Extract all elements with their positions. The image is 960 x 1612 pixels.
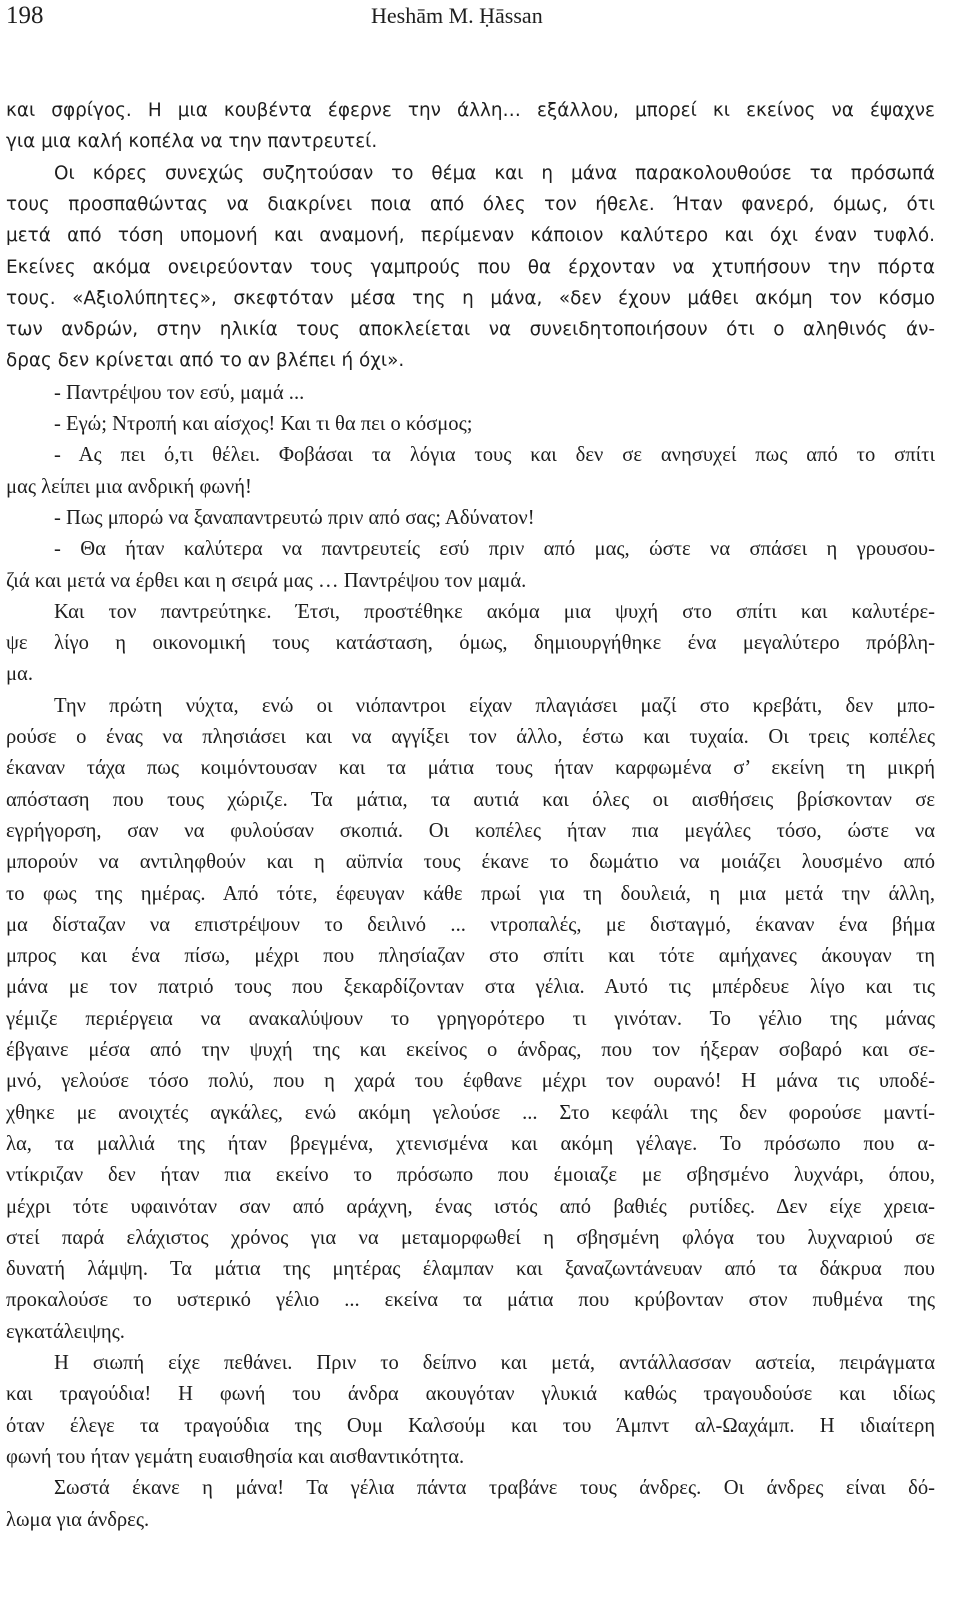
text-line: των ανδρών, στην ηλικία τους αποκλείεται να συνειδητοποιήσουν ότι ο αληθινός άν- (6, 319, 935, 341)
text-line: για μια καλή κοπέλα να την παντρευτεί. (6, 131, 378, 153)
text-line: τους. «Αξιολύπητες», σκεφτόταν μέσα της η μάνα, «δεν έχουν μάθει ακόμη τον κόσμο (6, 287, 935, 309)
text-line: Σωστά έκανε η μάνα! Τα γέλια πάντα τραβάνε τους άνδρες. Οι άνδρες είναι δό- (54, 1477, 935, 1500)
text-line: γέμιζε περιέργεια να ανακαλύψουν το γρηγορότερο τι γινόταν. Το γέλιο της μάνας (6, 1007, 935, 1030)
text-line: και τραγούδια! Η φωνή του άνδρα ακουγόταν γλυκιά καθώς τραγουδούσε και ιδίως (6, 1383, 935, 1406)
text-line: λωμα για άνδρες. (6, 1508, 150, 1531)
running-head-author: Heshām M. Ḥāssan (371, 3, 543, 28)
text-line: ντίκριζαν δεν ήταν πια εκείνο το πρόσωπο που έμοιαζε με σβησμένο λυχνάρι, όπου, (6, 1164, 935, 1187)
text-line: έβγαινε μέσα από την ψυχή της και εκείνος ο άνδρας, που τον ήξεραν σοβαρό και σε- (6, 1039, 935, 1061)
text-line: μας λείπει μια ανδρική φωνή! (6, 475, 252, 498)
text-line: Και τον παντρεύτηκε. Έτσι, προστέθηκε ακόμα μια ψυχή στο σπίτι και καλυτέρε- (54, 600, 935, 623)
text-line: Την πρώτη νύχτα, ενώ οι νιόπαντροι είχαν πλαγιάσει μαζί στο κρεβάτι, δεν μπο- (54, 694, 935, 717)
text-line: - Εγώ; Ντροπή και αίσχος! Και τι θα πει ο κόσμος; (54, 413, 473, 435)
text-line: - Παντρέψου τον εσύ, μαμά ... (54, 381, 305, 404)
text-line: μνό, γελούσε τόσο πολύ, που η χαρά του έφθανε μέχρι τον ουρανό! Η μάνα τις υποδέ- (6, 1070, 935, 1093)
text-line: Η σιωπή είχε πεθάνει. Πριν το δείπνο και μετά, αντάλλασσαν αστεία, πειράγματα (54, 1352, 935, 1374)
page-number: 198 (6, 2, 44, 29)
text-line: - Πως μπορώ να ξαναπαντρευτώ πριν από σας; Αδύνατον! (54, 506, 535, 529)
text-line: μπορούν να αντιληφθούν και η αϋπνία τους έκανε το δωμάτιο να μοιάζει λουσμένο από (6, 851, 935, 874)
text-line: Οι κόρες συνεχώς συζητούσαν το θέμα και η μάνα παρακολουθούσε τα πρόσωπά (54, 162, 935, 184)
text-line: δρας δεν κρίνεται από το αν βλέπει ή όχι». (6, 350, 405, 372)
text-line: ψε λίγο η οικονομική τους κατάσταση, όμως, δημιουργήθηκε ένα μεγαλύτερο πρόβλη- (6, 632, 935, 655)
text-line: δυνατή λάμψη. Τα μάτια της μητέρας έλαμπαν και ξαναζωντάνευαν από τα δάκρυα που (6, 1258, 935, 1281)
text-line: στεί παρά ελάχιστος χρόνος για να μεταμορφωθεί η σβησμένη φλόγα του λυχναριού σε (6, 1226, 935, 1249)
text-line: όταν έλεγε τα τραγούδια της Ουμ Καλσούμ και του Άμπντ αλ-Ωαχάμπ. Η ιδιαίτερη (6, 1414, 935, 1437)
text-line: ρούσε ο ένας να πλησιάσει και να αγγίξει τον άλλο, έστω και τυχαία. Οι τρεις κοπέλες (6, 726, 935, 748)
text-line: προκαλούσε το υστερικό γέλιο ... εκείνα τα μάτια που κρύβονταν στον πυθμένα της (6, 1289, 935, 1312)
text-line: μα. (6, 663, 33, 686)
text-line: ζιά και μετά να έρθει και η σειρά μας … Παντρέψου τον μαμά. (6, 569, 527, 592)
text-line: μπρος και ένα πίσω, μέχρι που πλησίαζαν στο σπίτι και τότε αμήχανες άκουγαν τη (6, 945, 935, 968)
text-line: μέχρι τότε υφαινόταν σαν από αράχνη, ένας ιστός από βαθιές ρυτίδες. Δεν είχε χρεια- (6, 1195, 935, 1218)
text-line: - Θα ήταν καλύτερα να παντρευτείς εσύ πριν από μας, ώστε να σπάσει η γρουσου- (54, 538, 935, 561)
text-line: απόσταση που τους χώριζε. Τα μάτια, τα αυτιά και όλες οι αισθήσεις βρίσκονταν σε (6, 788, 935, 811)
text-line: χθηκε με ανοιχτές αγκάλες, ενώ ακόμη γελούσε ... Στο κεφάλι της δεν φορούσε μαντί- (6, 1101, 935, 1124)
text-line: τους προσπαθώντας να διακρίνει ποια από όλες τον ήθελε. Ήταν φανερό, όμως, ότι (6, 193, 935, 215)
text-line: μετά από τόση υπομονή και αναμονή, περίμεναν κάποιον καλύτερο και όχι έναν τυφλό. (6, 225, 935, 247)
text-line: Εκείνες ακόμα ονειρεύονταν τους γαμπρούς που θα έρχονταν να χτυπήσουν την πόρτα (6, 256, 935, 278)
text-line: μα δίσταζαν να επιστρέψουν το δειλινό ... ντροπαλές, με δισταγμό, έκαναν ένα βήμα (6, 913, 935, 936)
text-line: - Ας πει ό,τι θέλει. Φοβάσαι τα λόγια τους και δεν σε ανησυχεί πως από το σπίτι (54, 444, 935, 467)
text-line: έκαναν τάχα πως κοιμόντουσαν και τα μάτια τους ήταν καρφωμένα σ’ εκείνη τη μικρή (6, 757, 935, 780)
text-line: φωνή του ήταν γεμάτη ευαισθησία και αισθαντικότητα. (6, 1445, 465, 1468)
text-line: και σφρίγος. Η μια κουβέντα έφερνε την άλλη… εξάλλου, μπορεί κι εκείνος να έψαχνε (6, 100, 935, 121)
text-line: εγκατάλειψης. (6, 1320, 125, 1343)
text-line: εγρήγορση, σαν να φυλούσαν σκοπιά. Οι κοπέλες ήταν πια μεγάλες τόσο, ώστε να (6, 819, 935, 842)
text-line: το φως της ημέρας. Από τότε, έφευγαν κάθε πρωί για τη δουλειά, η μια μετά την άλλη, (6, 882, 935, 905)
text-line: λα, τα μαλλιά της ήταν βρεγμένα, χτενισμένα και ακόμη γέλαγε. Το πρόσωπο που α- (6, 1132, 935, 1155)
page-header (0, 0, 960, 40)
text-line: μάνα με τον πατριό τους που ξεκαρδίζονταν στα γέλια. Αυτό τις μπέρδευε λίγο και τις (6, 976, 935, 999)
